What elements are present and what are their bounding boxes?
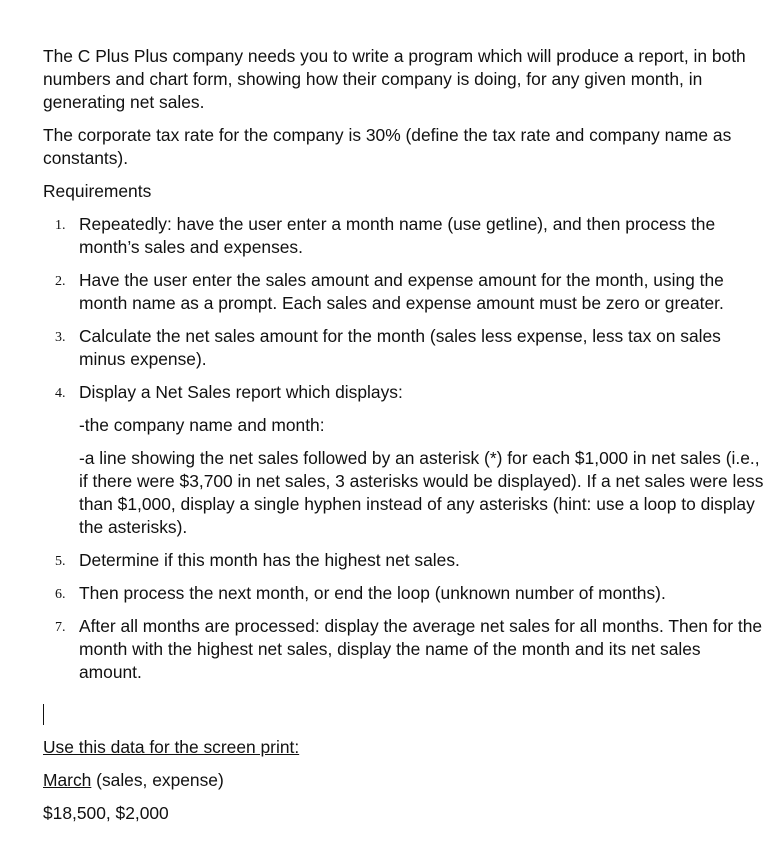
requirement-item — [43, 381, 765, 539]
document-body — [43, 45, 765, 835]
requirement-text: Determine if this month has the highest net sales. — [79, 550, 460, 570]
text-cursor — [43, 704, 44, 725]
requirement-number: 2. — [55, 274, 66, 289]
requirement-text: Have the user enter the sales amount and expense amount for the month, using the month name as a prompt. Each sales and expense amount must be zero or greater. — [79, 270, 724, 313]
data-values-line: $18,500, $2,000 — [43, 803, 169, 823]
requirement-item — [43, 549, 765, 572]
requirement-sub-text: -a line showing the net sales followed by an asterisk (*) for each $1,000 in net sales (i.e., if there were $3,700 in net sales, 3 asterisks would be displayed). If a net sales were less than $1,000, display a single hyphen instead of any asterisks (hint: use a loop to display the asterisks). — [79, 448, 764, 537]
requirement-number: 1. — [55, 218, 66, 233]
requirement-number: 3. — [55, 330, 66, 345]
requirement-item — [43, 325, 765, 371]
requirement-text: Repeatedly: have the user enter a month name (use getline), and then process the month’s sales and expenses. — [79, 214, 716, 257]
requirement-number: 6. — [55, 587, 66, 602]
requirement-number: 4. — [55, 386, 66, 401]
data-month-line — [43, 769, 765, 792]
requirement-text: Calculate the net sales amount for the month (sales less expense, less tax on sales minus expense). — [79, 326, 721, 369]
requirement-item — [43, 615, 765, 684]
tax-rate-paragraph: The corporate tax rate for the company is 30% (define the tax rate and company name as constants). — [43, 125, 732, 168]
requirement-item — [43, 269, 765, 315]
requirements-list — [43, 213, 765, 684]
intro-paragraph: The C Plus Plus company needs you to write a program which will produce a report, in both numbers and chart form, showing how their company is doing, for any given month, in generating net sales. — [43, 46, 746, 112]
requirement-item — [43, 213, 765, 259]
requirement-text: Display a Net Sales report which displays: — [79, 382, 403, 402]
data-section-heading: Use this data for the screen print: — [43, 737, 300, 757]
requirement-text: Then process the next month, or end the loop (unknown number of months). — [79, 583, 666, 603]
requirement-number: 7. — [55, 620, 66, 635]
data-month-suffix: (sales, expense) — [91, 770, 224, 790]
requirements-heading: Requirements — [43, 181, 152, 201]
requirement-item — [43, 582, 765, 605]
text-editing-area[interactable] — [43, 704, 765, 725]
data-month-name: March — [43, 770, 92, 790]
requirement-number: 5. — [55, 554, 66, 569]
requirement-text: After all months are processed: display the average net sales for all months. Then for the month with the highest net sales, display the name of the month and its net sales amount. — [79, 616, 763, 682]
requirement-sub-text: -the company name and month: — [79, 415, 325, 435]
